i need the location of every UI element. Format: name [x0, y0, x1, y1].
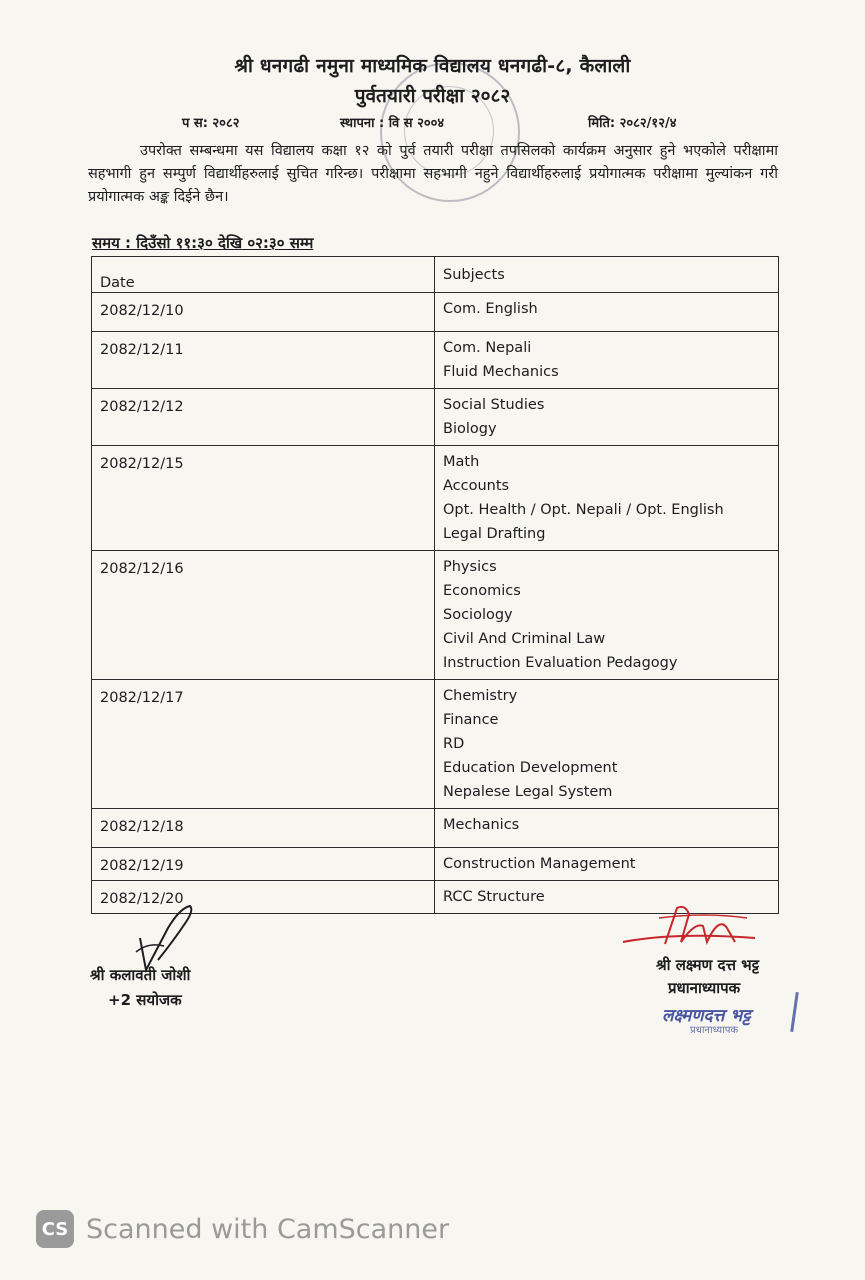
- table-row: [92, 848, 779, 881]
- principal-name: श्री लक्ष्मण दत्त भट्ट: [656, 956, 760, 974]
- subject-item: Com. Nepali: [443, 340, 532, 356]
- subjects-cell: [435, 551, 779, 680]
- subject-item: Opt. Health / Opt. Nepali / Opt. English: [443, 502, 724, 518]
- coordinator-name: श्री कलावती जोशी: [90, 966, 191, 984]
- exam-schedule-table: [91, 256, 779, 914]
- issue-date: मिति: २०८२/१२/४: [588, 116, 677, 131]
- date-column-header: Date: [92, 257, 435, 293]
- subject-item: Mechanics: [443, 817, 520, 833]
- subject-item: Accounts: [443, 478, 510, 494]
- subject-item: Economics: [443, 583, 521, 599]
- subject-item: RD: [443, 736, 465, 752]
- subject-item: Fluid Mechanics: [443, 364, 559, 380]
- subject-item: RCC Structure: [443, 889, 545, 905]
- notice-text: उपरोक्त सम्बन्धमा यस विद्यालय कक्षा १२ को पुर्व तयारी परीक्षा तपसिलको कार्यक्रम अनुसार हुने भएकोले परीक्षामा सहभागी हुन सम्पुर्ण विद्यार्थीहरुलाई सुचित गरिन्छ। परीक्षामा सहभागी नहुने विद्यार्थीहरुलाई प्रयोगात्मक परीक्षामा मुल्यांकन गरी प्रयोगात्मक अङ्क दिईने छैन।: [88, 143, 778, 205]
- principal-role: प्रधानाध्यापक: [668, 979, 741, 997]
- exam-title: पुर्वतयारी परीक्षा २०८२: [354, 85, 511, 107]
- principal-signature: [615, 902, 775, 958]
- established-year: स्थापना : वि स २००४: [340, 116, 445, 131]
- table-row: [92, 293, 779, 332]
- exam-date-cell: 2082/12/19: [92, 848, 435, 881]
- subject-item: Nepalese Legal System: [443, 784, 613, 800]
- subject-item: Com. English: [443, 301, 538, 317]
- subject-item: Finance: [443, 712, 499, 728]
- exam-date-cell: 2082/12/12: [92, 389, 435, 446]
- subject-item: Instruction Evaluation Pedagogy: [443, 655, 678, 671]
- subject-item: Civil And Criminal Law: [443, 631, 606, 647]
- subject-item: Legal Drafting: [443, 526, 546, 542]
- subject-item: Construction Management: [443, 856, 636, 872]
- reference-number: प स: २०८२: [182, 116, 240, 131]
- table-row: [92, 680, 779, 809]
- watermark-text: Scanned with CamScanner: [86, 1213, 450, 1245]
- subjects-column-header: Subjects: [435, 257, 779, 293]
- table-row: [92, 809, 779, 848]
- table-header-row: [92, 257, 779, 293]
- subjects-cell: [435, 389, 779, 446]
- principal-stamp-role: प्रधानाध्यापक: [690, 1025, 739, 1036]
- camscanner-logo-icon: CS: [36, 1210, 74, 1248]
- subjects-cell: [435, 293, 779, 332]
- schedule-rows: [92, 293, 779, 914]
- subjects-cell: [435, 848, 779, 881]
- subjects-cell: [435, 809, 779, 848]
- exam-time: समय : दिउँसो ११:३० देखि ०२:३० सम्म: [92, 234, 314, 252]
- table-row: [92, 446, 779, 551]
- subject-item: Biology: [443, 421, 497, 437]
- table-row: [92, 389, 779, 446]
- subject-item: Sociology: [443, 607, 513, 623]
- subjects-cell: [435, 446, 779, 551]
- stamp-border-mark: [790, 992, 799, 1032]
- camscanner-watermark: [36, 1208, 449, 1250]
- exam-date-cell: 2082/12/10: [92, 293, 435, 332]
- exam-date-cell: 2082/12/20: [92, 881, 435, 914]
- principal-stamp-name: लक्ष्मणदत्त भट्ट: [662, 1006, 751, 1026]
- notice-paragraph: [88, 140, 778, 209]
- school-name: श्री धनगढी नमुना माध्यमिक विद्यालय धनगढी-८, कैलाली: [234, 55, 631, 77]
- subject-item: Chemistry: [443, 688, 518, 704]
- subject-item: Physics: [443, 559, 497, 575]
- coordinator-role: +2 सयोजक: [108, 991, 182, 1009]
- table-row: [92, 332, 779, 389]
- subjects-cell: [435, 332, 779, 389]
- table-row: [92, 551, 779, 680]
- exam-date-cell: 2082/12/17: [92, 680, 435, 809]
- exam-date-cell: 2082/12/18: [92, 809, 435, 848]
- exam-date-cell: 2082/12/15: [92, 446, 435, 551]
- subject-item: Social Studies: [443, 397, 545, 413]
- exam-date-cell: 2082/12/11: [92, 332, 435, 389]
- subject-item: Math: [443, 454, 480, 470]
- subjects-cell: [435, 680, 779, 809]
- exam-date-cell: 2082/12/16: [92, 551, 435, 680]
- subject-item: Education Development: [443, 760, 618, 776]
